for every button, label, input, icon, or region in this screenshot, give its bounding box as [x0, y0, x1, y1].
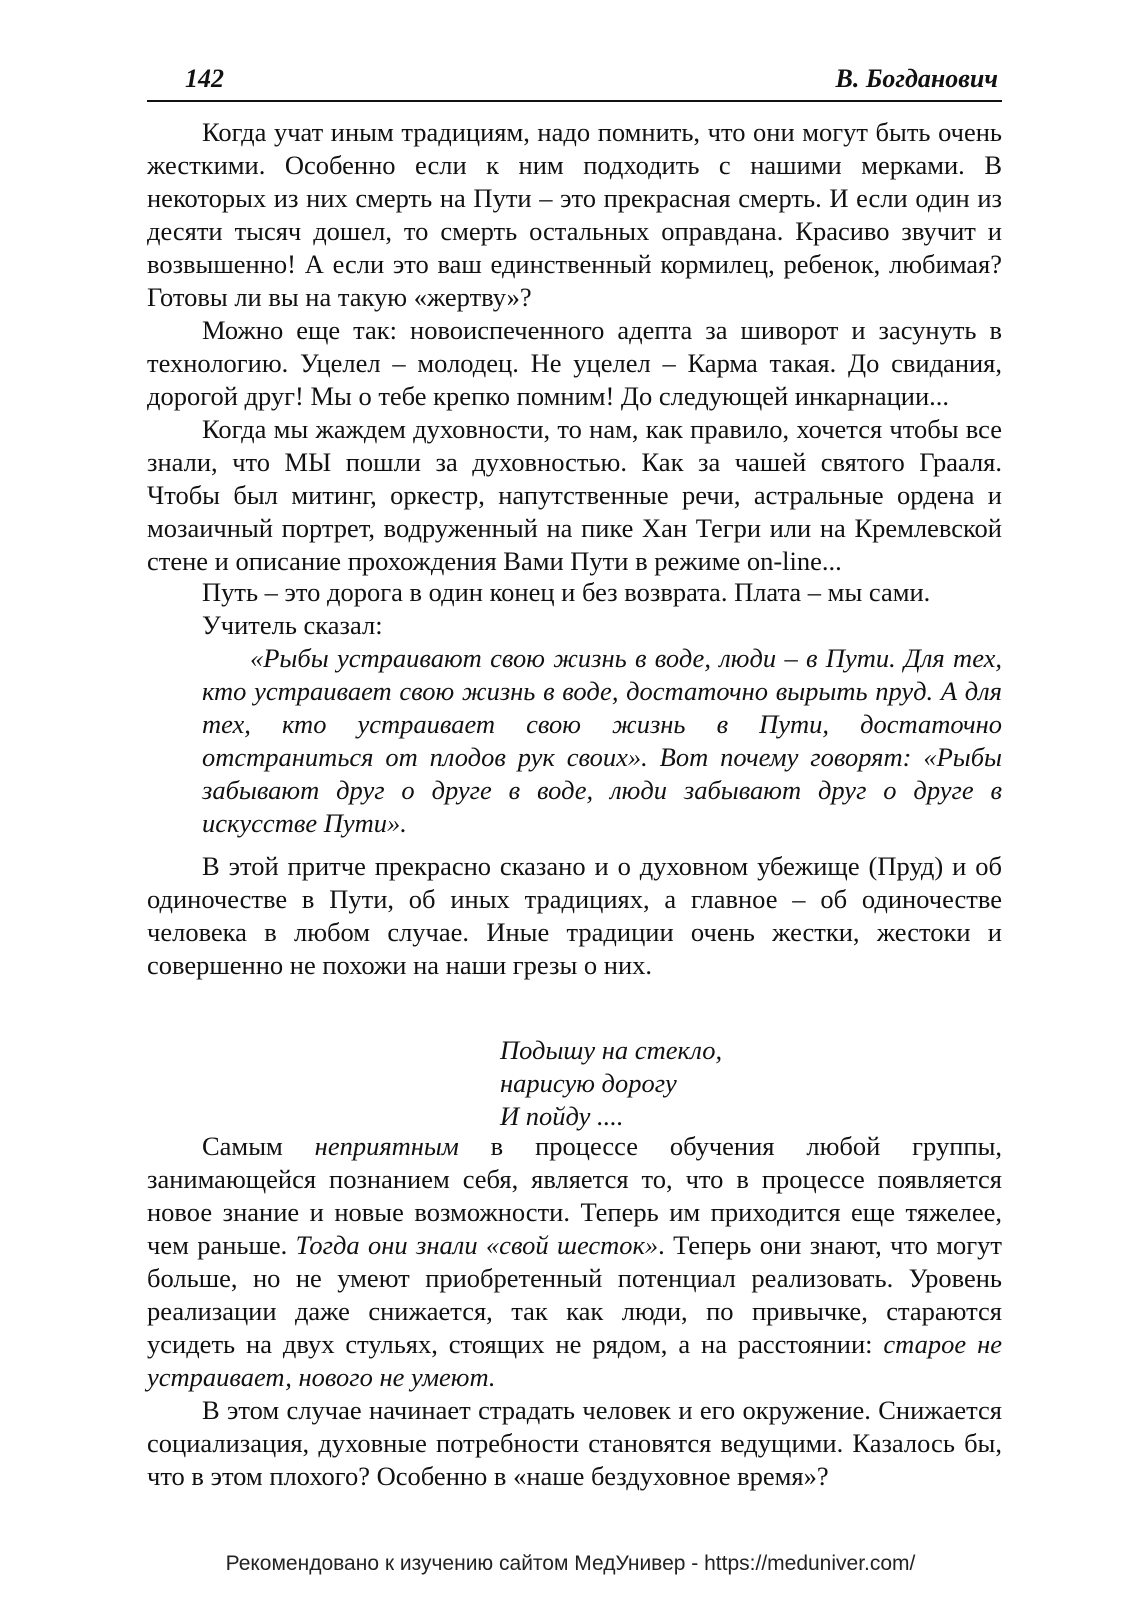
paragraph: В этом случае начинает страдать человек и его окружение. Снижается социализация, духовные потребности становятся ведущими. Казалось бы, что в этом плохого? Особенно в «наше бездуховное время»? — [147, 1395, 1002, 1491]
text-run: в процессе обучения любой группы, занимающейся познанием себя, является то, что в процессе появляется новое знание и новые возможности. Теперь им приходится еще тяжелее, чем раньше. — [147, 1131, 1002, 1260]
paragraph — [147, 1130, 1002, 1394]
paragraph: Когда мы жаждем духовности, то нам, как правило, хочется чтобы все знали, что МЫ пошли за духовностью. Как за чашей святого Грааля. Чтобы был митинг, оркестр, напутственные речи, астральные ордена и мозаичный портрет, водруженный на пике Хан Тегри или на Кремлевской стене и описание прохождения Вами Пути в режиме on-line... — [147, 414, 1002, 576]
page-number: 142 — [185, 64, 224, 93]
quote-block — [202, 642, 1002, 840]
teacher-line: Учитель сказал: — [202, 610, 383, 640]
quote-text: «Рыбы устраивают свою жизнь в воде, люди – в Пути. Для тех, кто устраивает свою жизнь в воде, достаточно вырыть пруд. А для тех, кто устраивает свою жизнь в Пути, достаточно отстраниться от плодов рук своих». Вот почему говорят: «Рыбы забывают друг о друге в воде, люди забывают друг о друге в искусстве Пути». — [202, 643, 1002, 838]
paragraph: Можно еще так: новоиспеченного адепта за шиворот и засунуть в технологию. Уцелел – молодец. Не уцелел – Карма такая. До свидания, дорогой друг! Мы о тебе крепко помним! До следующей инкарнации... — [147, 315, 1002, 411]
text-run: . Теперь они знают, что могут больше, но не умеют приобретенный потенциал реализовать. Уровень реализации даже снижается, так как люди, по привычке, стараются усидеть на двух стульях, стоящих не рядом, а на расстоянии: — [147, 1230, 1003, 1359]
paragraph: В этой притче прекрасно сказано и о духовном убежище (Пруд) и об одиночестве в Пути, об иных традициях, а главное – об одиночестве человека в любом случае. Иные традиции очень жестки, жестоки и совершенно не похожи на наши грезы о них. — [147, 851, 1002, 980]
text-block-bottom — [147, 1130, 1002, 1493]
text-block-top — [147, 116, 1002, 578]
page-header — [147, 60, 1002, 102]
path-line: Путь – это дорога в один конец и без возврата. Плата – мы сами. — [202, 577, 931, 607]
emphasis-text: Тогда они знали «свой шесток» — [295, 1230, 659, 1260]
footer-watermark: Рекомендовано к изучению сайтом МедУнивер - https://meduniver.com/ — [225, 1552, 916, 1575]
running-head-author: В. Богданович — [835, 64, 998, 93]
emphasis-text: старое не устраивает, нового не умеют. — [147, 1329, 1002, 1392]
text-run: Самым — [202, 1131, 315, 1161]
paragraph: Когда учат иным традициям, надо помнить, что они могут быть очень жесткими. Особенно если к ним подходить с нашими мерками. В некоторых из них смерть на Пути – это прекрасная смерть. И если один из десяти тысяч дошел, то смерть остальных оправдана. Красиво звучит и возвышенно! А если это ваш единственный кормилец, ребенок, любимая? Готовы ли вы на такую «жертву»? — [147, 117, 1002, 312]
emphasis-text: неприятным — [314, 1131, 459, 1161]
poem-line: нарисую дорогу — [500, 1068, 677, 1098]
poem-epigraph — [500, 1034, 722, 1133]
poem-line: Подышу на стекло, — [500, 1035, 723, 1065]
text-block-parable — [147, 850, 1002, 982]
text-block-path — [202, 576, 1002, 642]
poem-line: И пойду .... — [500, 1101, 624, 1131]
